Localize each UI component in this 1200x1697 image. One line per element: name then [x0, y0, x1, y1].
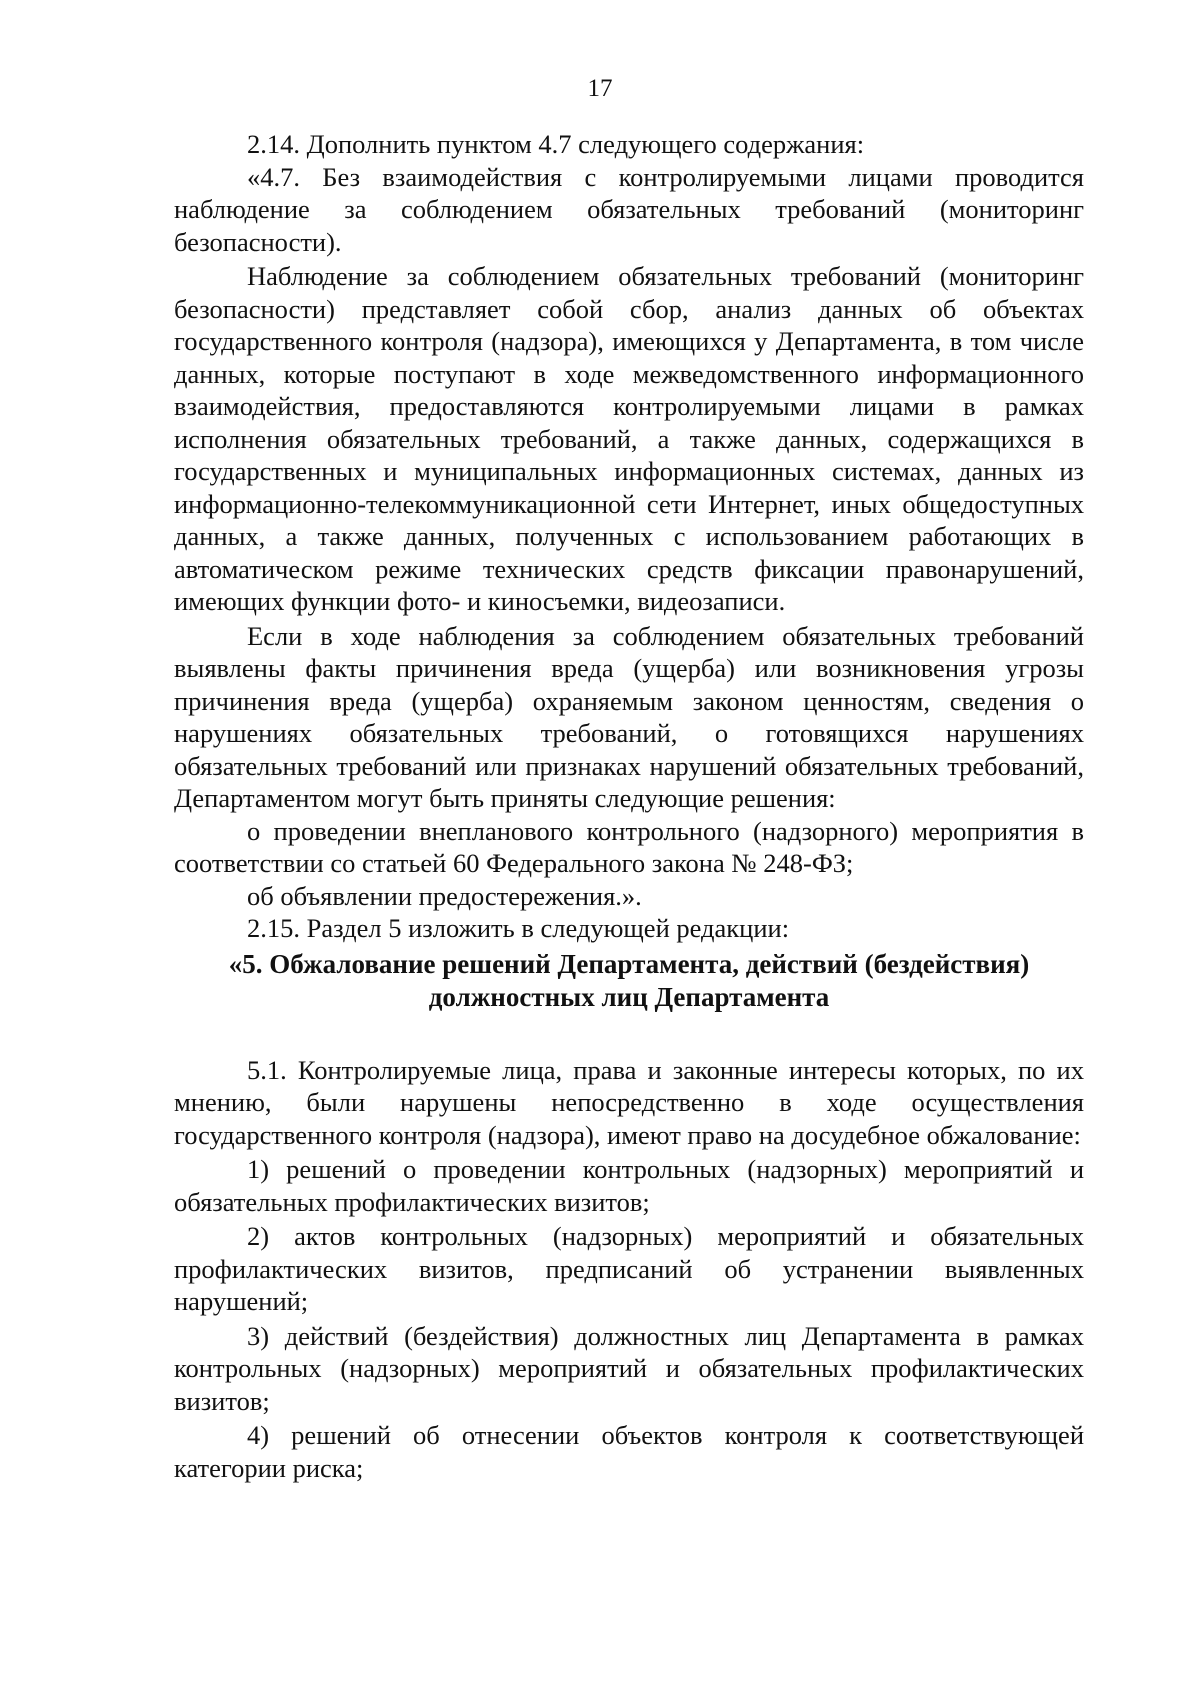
- paragraph-monitoring-definition: Наблюдение за соблюдением обязательных требований (мониторинг безопасности) представляет собой сбор, анализ данных об объектах государственного контроля (надзора), имеющихся у Департамента, в том числе данных, которые поступают в ходе межведомственного информационного взаимодействия, предоставляются контролируемыми лицами в рамках исполнения обязательных требований, а также данных, содержащихся в государственных и муниципальных информационных системах, данных из информационно-телекоммуникационной сети Интернет, иных общедоступных данных, а также данных, полученных с использованием работающих в автоматическом режиме технических средств фиксации правонарушений, имеющих функции фото- и киносъемки, видеозаписи.: [174, 261, 1084, 616]
- paragraph-unscheduled-inspection: о проведении внепланового контрольного (надзорного) мероприятия в соответствии со статьей 60 Федерального закона № 248-ФЗ;: [174, 815, 1084, 878]
- list-item-1: 1) решений о проведении контрольных (надзорных) мероприятий и обязательных профилактических визитов;: [174, 1154, 1084, 1217]
- list-item-4: 4) решений об отнесении объектов контроля к соответствующей категории риска;: [174, 1420, 1084, 1483]
- section-5-heading: [174, 948, 1084, 1014]
- list-item-3: 3) действий (бездействия) должностных лиц Департамента в рамках контрольных (надзорных) мероприятий и обязательных профилактических визитов;: [174, 1320, 1084, 1416]
- list-item-2: 2) актов контрольных (надзорных) мероприятий и обязательных профилактических визитов, предписаний об устранении выявленных нарушений;: [174, 1221, 1084, 1316]
- paragraph-5-1: 5.1. Контролируемые лица, права и законные интересы которых, по их мнению, были нарушены непосредственно в ходе осуществления государственного контроля (надзора), имеют право на досудебное обжалование:: [174, 1054, 1084, 1150]
- paragraph-4-7: «4.7. Без взаимодействия с контролируемыми лицами проводится наблюдение за соблюдением обязательных требований (мониторинг безопасности).: [174, 161, 1084, 257]
- section-5-heading-line-2: должностных лиц Департамента: [428, 981, 830, 1012]
- section-spacer: [174, 1014, 1084, 1054]
- document-body: [174, 128, 1084, 1484]
- paragraph-violations-found: Если в ходе наблюдения за соблюдением обязательных требований выявлены факты причинения вреда (ущерба) или возникновения угрозы причинения вреда (ущерба) охраняемым законом ценностям, сведения о нарушениях обязательных требований, о готовящихся нарушениях обязательных требований или признаках нарушений обязательных требований, Департаментом могут быть приняты следующие решения:: [174, 620, 1084, 813]
- paragraph-2-14: 2.14. Дополнить пунктом 4.7 следующего содержания:: [247, 129, 865, 159]
- section-5-heading-line-1: «5. Обжалование решений Департамента, действий (бездействия): [228, 948, 1030, 979]
- page-number: 17: [587, 75, 613, 102]
- paragraph-2-15: 2.15. Раздел 5 изложить в следующей редакции:: [247, 913, 790, 943]
- paragraph-warning: об объявлении предостережения.».: [247, 880, 642, 911]
